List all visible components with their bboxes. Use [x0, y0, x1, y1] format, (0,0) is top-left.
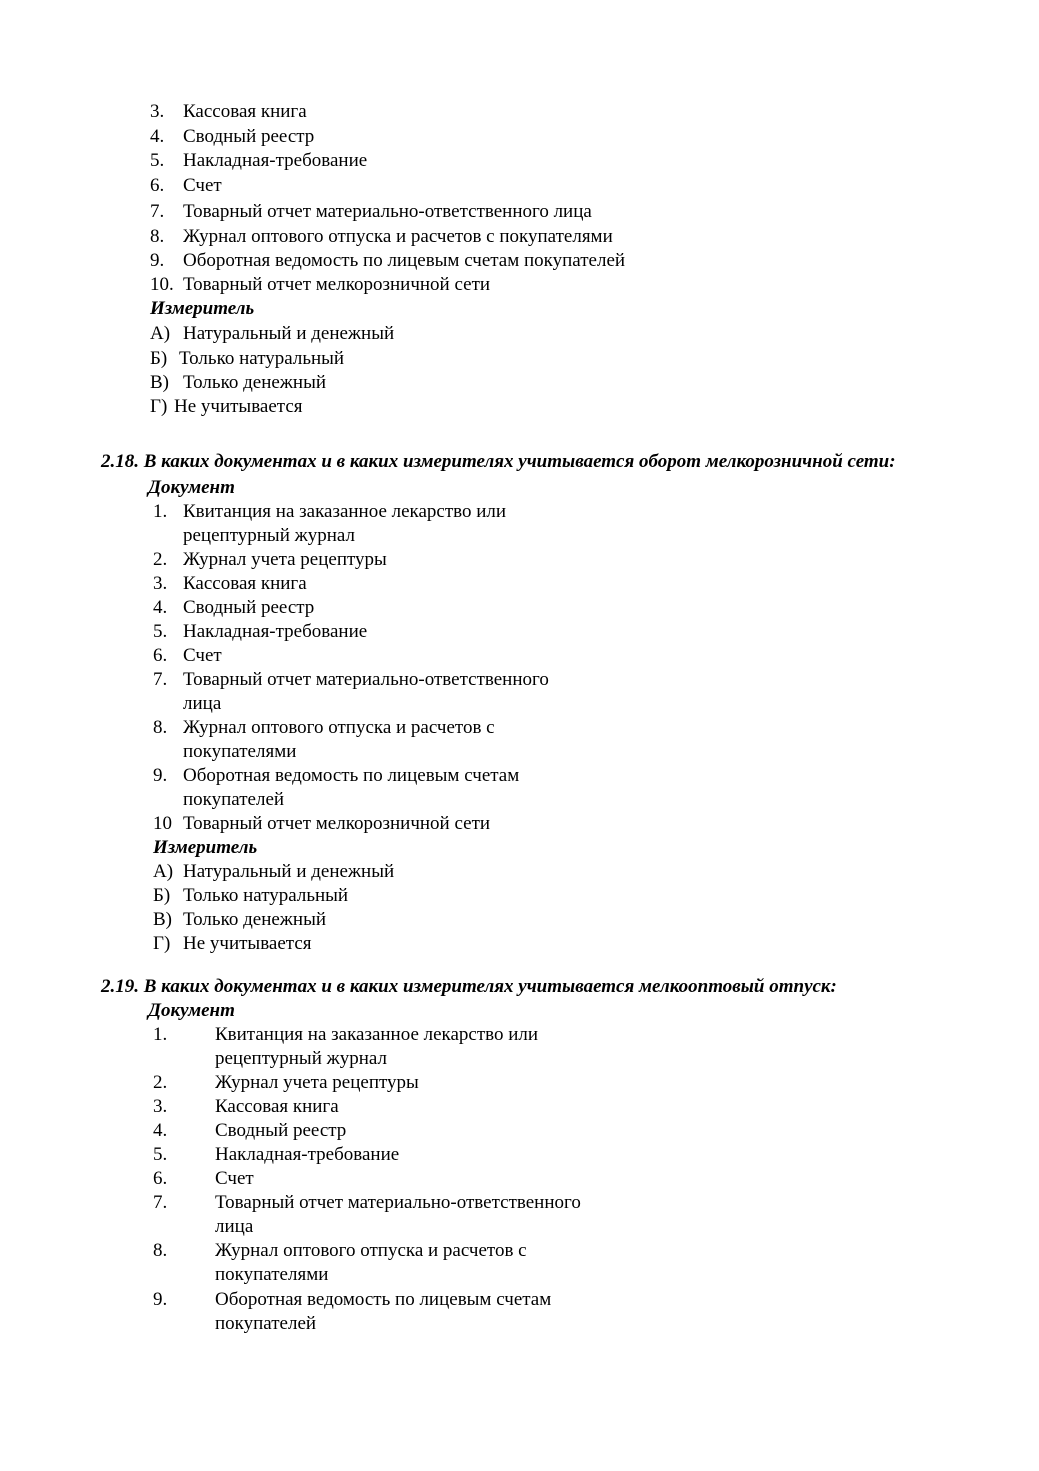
- list-item-number: 8.: [150, 226, 165, 247]
- list-item: Счет: [183, 645, 222, 666]
- document-heading: Документ: [148, 1000, 235, 1021]
- list-item-continuation: лица: [215, 1216, 254, 1237]
- list-item: Сводный реестр: [215, 1120, 347, 1141]
- list-item-number: 4.: [153, 597, 168, 618]
- list-item: Оборотная ведомость по лицевым счетам покупателей: [183, 250, 626, 271]
- list-item: Счет: [215, 1168, 254, 1189]
- measure-letter: В): [153, 909, 172, 930]
- measure-letter: Б): [150, 348, 168, 369]
- list-item: Товарный отчет материально-ответственного: [183, 669, 549, 690]
- list-item-number: 5.: [150, 150, 165, 171]
- measure-item: Только натуральный: [183, 885, 349, 906]
- list-item-number: 2.: [153, 1072, 168, 1093]
- measure-item: Только денежный: [183, 372, 327, 393]
- list-item-number: 10.: [150, 274, 174, 295]
- list-item-number: 6.: [150, 175, 165, 196]
- list-item-number: 5.: [153, 621, 168, 642]
- list-item: Кассовая книга: [215, 1096, 339, 1117]
- list-item-number: 7.: [153, 669, 168, 690]
- list-item-continuation: покупателей: [215, 1313, 317, 1334]
- list-item: Журнал учета рецептуры: [183, 549, 387, 570]
- list-item-number: 9.: [153, 765, 168, 786]
- question-title: 2.18. В каких документах и в каких измерителях учитывается оборот мелкорозничной сети:: [101, 451, 896, 472]
- list-item-continuation: покупателями: [183, 741, 297, 762]
- measure-item: Только натуральный: [179, 348, 345, 369]
- measure-letter: Г): [150, 396, 168, 417]
- list-item: Журнал оптового отпуска и расчетов с: [215, 1240, 527, 1261]
- list-item: Сводный реестр: [183, 126, 315, 147]
- list-item: Товарный отчет мелкорозничной сети: [183, 813, 491, 834]
- list-item-number: 7.: [153, 1192, 168, 1213]
- list-item: Журнал оптового отпуска и расчетов с: [183, 717, 495, 738]
- list-item-continuation: рецептурный журнал: [215, 1048, 387, 1069]
- list-item: Товарный отчет материально-ответственного лица: [183, 201, 592, 222]
- list-item-number: 8.: [153, 717, 168, 738]
- list-item: Накладная-требование: [215, 1144, 400, 1165]
- list-item-number: 6.: [153, 645, 168, 666]
- list-item-number: 3.: [153, 573, 168, 594]
- list-item-number: 4.: [153, 1120, 168, 1141]
- list-item-number: 3.: [153, 1096, 168, 1117]
- list-item-number: 2.: [153, 549, 168, 570]
- list-item-number: 6.: [153, 1168, 168, 1189]
- list-item: Оборотная ведомость по лицевым счетам: [183, 765, 520, 786]
- measure-letter: В): [150, 372, 169, 393]
- measure-item: Натуральный и денежный: [183, 861, 395, 882]
- list-item: Сводный реестр: [183, 597, 315, 618]
- list-item: Товарный отчет материально-ответственного: [215, 1192, 581, 1213]
- list-item-continuation: лица: [183, 693, 222, 714]
- list-item-number: 7.: [150, 201, 165, 222]
- list-item-number: 9.: [150, 250, 165, 271]
- list-item: Накладная-требование: [183, 150, 368, 171]
- list-item-number: 4.: [150, 126, 165, 147]
- list-item: Квитанция на заказанное лекарство или: [215, 1024, 539, 1045]
- measure-letter: Б): [153, 885, 171, 906]
- list-item-number: 10: [153, 813, 172, 834]
- measure-heading: Измеритель: [153, 837, 258, 858]
- measure-heading: Измеритель: [150, 298, 255, 319]
- list-item-continuation: покупателей: [183, 789, 285, 810]
- measure-item: Только денежный: [183, 909, 327, 930]
- measure-letter: А): [153, 861, 174, 882]
- list-item: Журнал учета рецептуры: [215, 1072, 419, 1093]
- list-item: Оборотная ведомость по лицевым счетам: [215, 1289, 552, 1310]
- list-item-number: 1.: [153, 501, 168, 522]
- list-item: Кассовая книга: [183, 573, 307, 594]
- list-item: Счет: [183, 175, 222, 196]
- list-item-continuation: рецептурный журнал: [183, 525, 355, 546]
- measure-item: Не учитывается: [174, 396, 303, 417]
- measure-letter: А): [150, 323, 171, 344]
- measure-item: Не учитывается: [183, 933, 312, 954]
- question-title: 2.19. В каких документах и в каких измерителях учитывается мелкооптовый отпуск:: [101, 976, 837, 997]
- document-heading: Документ: [148, 477, 235, 498]
- list-item-number: 5.: [153, 1144, 168, 1165]
- list-item: Журнал оптового отпуска и расчетов с покупателями: [183, 226, 613, 247]
- list-item-continuation: покупателями: [215, 1264, 329, 1285]
- list-item: Накладная-требование: [183, 621, 368, 642]
- list-item: Товарный отчет мелкорозничной сети: [183, 274, 491, 295]
- list-item-number: 3.: [150, 101, 165, 122]
- list-item-number: 9.: [153, 1289, 168, 1310]
- measure-letter: Г): [153, 933, 171, 954]
- measure-item: Натуральный и денежный: [183, 323, 395, 344]
- list-item: Квитанция на заказанное лекарство или: [183, 501, 507, 522]
- list-item-number: 8.: [153, 1240, 168, 1261]
- list-item-number: 1.: [153, 1024, 168, 1045]
- list-item: Кассовая книга: [183, 101, 307, 122]
